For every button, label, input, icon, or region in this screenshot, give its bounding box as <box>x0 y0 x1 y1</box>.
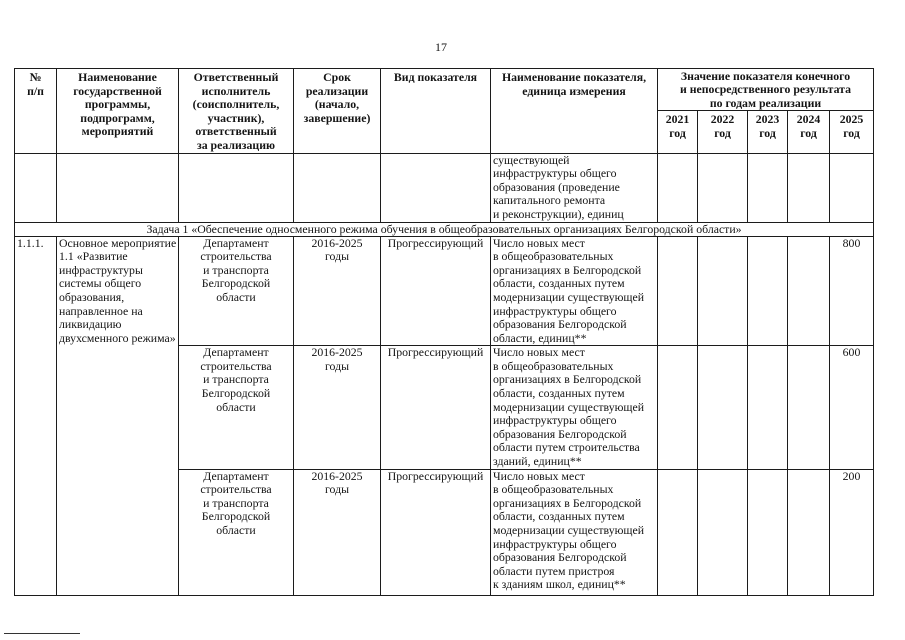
header-values-group: Значение показателя конечного и непосредственного результата по годам реализации <box>658 69 874 111</box>
cell-period-empty <box>294 153 381 222</box>
cell-value-2024 <box>788 236 830 346</box>
cell-value-2025 <box>830 153 874 222</box>
cell-executor: Департамент строительства и транспорта Белгородской области <box>179 346 294 469</box>
cell-value-2025: 800 <box>830 236 874 346</box>
cell-period: 2016-2025 годы <box>294 469 381 595</box>
cell-value-2024 <box>788 469 830 595</box>
cell-indicator-name: Число новых мест в общеобразовательных организациях в Белгородской области, созданных путем модернизации существующей инфраструктуры общего образования Белгородской области, единиц** <box>491 236 658 346</box>
header-year-2023: 2023 год <box>748 111 788 153</box>
page-number: 17 <box>435 40 447 54</box>
table-row-task <box>15 222 874 236</box>
header-indicator-type: Вид показателя <box>381 69 491 154</box>
cell-value-2022 <box>698 153 748 222</box>
cell-value-2022 <box>698 469 748 595</box>
cell-value-2025: 600 <box>830 346 874 469</box>
cell-executor: Департамент строительства и транспорта Белгородской области <box>179 469 294 595</box>
cell-program-empty <box>57 153 179 222</box>
cell-value-2021 <box>658 153 698 222</box>
cell-period: 2016-2025 годы <box>294 346 381 469</box>
cell-value-2021 <box>658 346 698 469</box>
program-indicators-table <box>14 68 874 596</box>
cell-num-empty <box>15 153 57 222</box>
header-indicator-name: Наименование показателя, единица измерения <box>491 69 658 154</box>
cell-indicator-type-empty <box>381 153 491 222</box>
cell-indicator-name: Число новых мест в общеобразовательных организациях в Белгородской области, созданных путем модернизации существующей инфраструктуры общего образования Белгородской области путем строительства зданий, единиц** <box>491 346 658 469</box>
header-year-2025: 2025 год <box>830 111 874 153</box>
cell-value-2021 <box>658 469 698 595</box>
header-row <box>15 69 874 111</box>
header-year-2022: 2022 год <box>698 111 748 153</box>
cell-value-2023 <box>748 469 788 595</box>
header-executor: Ответственный исполнитель (соисполнитель, участник), ответственный за реализацию <box>179 69 294 154</box>
cell-activity-name: Основное мероприятие 1.1 «Развитие инфраструктуры системы общего образования, направленное на ликвидацию двухсменного режима» <box>57 236 179 595</box>
cell-executor-empty <box>179 153 294 222</box>
cell-activity-num: 1.1.1. <box>15 236 57 595</box>
cell-value-2023 <box>748 346 788 469</box>
task-heading: Задача 1 «Обеспечение односменного режима обучения в общеобразовательных организациях Белгородской области» <box>15 222 874 236</box>
cell-value-2021 <box>658 236 698 346</box>
cell-value-2024 <box>788 153 830 222</box>
header-year-2021: 2021 год <box>658 111 698 153</box>
cell-indicator-name: Число новых мест в общеобразовательных организациях в Белгородской области, созданных путем модернизации существующей инфраструктуры общего образования Белгородской области путем пристроя к зданиям школ, единиц** <box>491 469 658 595</box>
cell-indicator-type: Прогрессирующий <box>381 346 491 469</box>
cell-indicator-type: Прогрессирующий <box>381 469 491 595</box>
cell-value-2022 <box>698 346 748 469</box>
cell-value-2024 <box>788 346 830 469</box>
table-row <box>15 236 874 346</box>
table-row-continuation <box>15 153 874 222</box>
header-period: Срок реализации (начало, завершение) <box>294 69 381 154</box>
cell-value-2023 <box>748 153 788 222</box>
header-year-2024: 2024 год <box>788 111 830 153</box>
footnote-separator-line <box>4 633 80 634</box>
cell-indicator-type: Прогрессирующий <box>381 236 491 346</box>
cell-value-2022 <box>698 236 748 346</box>
header-program: Наименование государственной программы, подпрограмм, мероприятий <box>57 69 179 154</box>
cell-period: 2016-2025 годы <box>294 236 381 346</box>
header-num: № п/п <box>15 69 57 154</box>
cell-executor: Департамент строительства и транспорта Белгородской области <box>179 236 294 346</box>
cell-value-2025: 200 <box>830 469 874 595</box>
cell-value-2023 <box>748 236 788 346</box>
cell-indicator-name: существующей инфраструктуры общего образования (проведение капитального ремонта и реконструкции), единиц <box>491 153 658 222</box>
